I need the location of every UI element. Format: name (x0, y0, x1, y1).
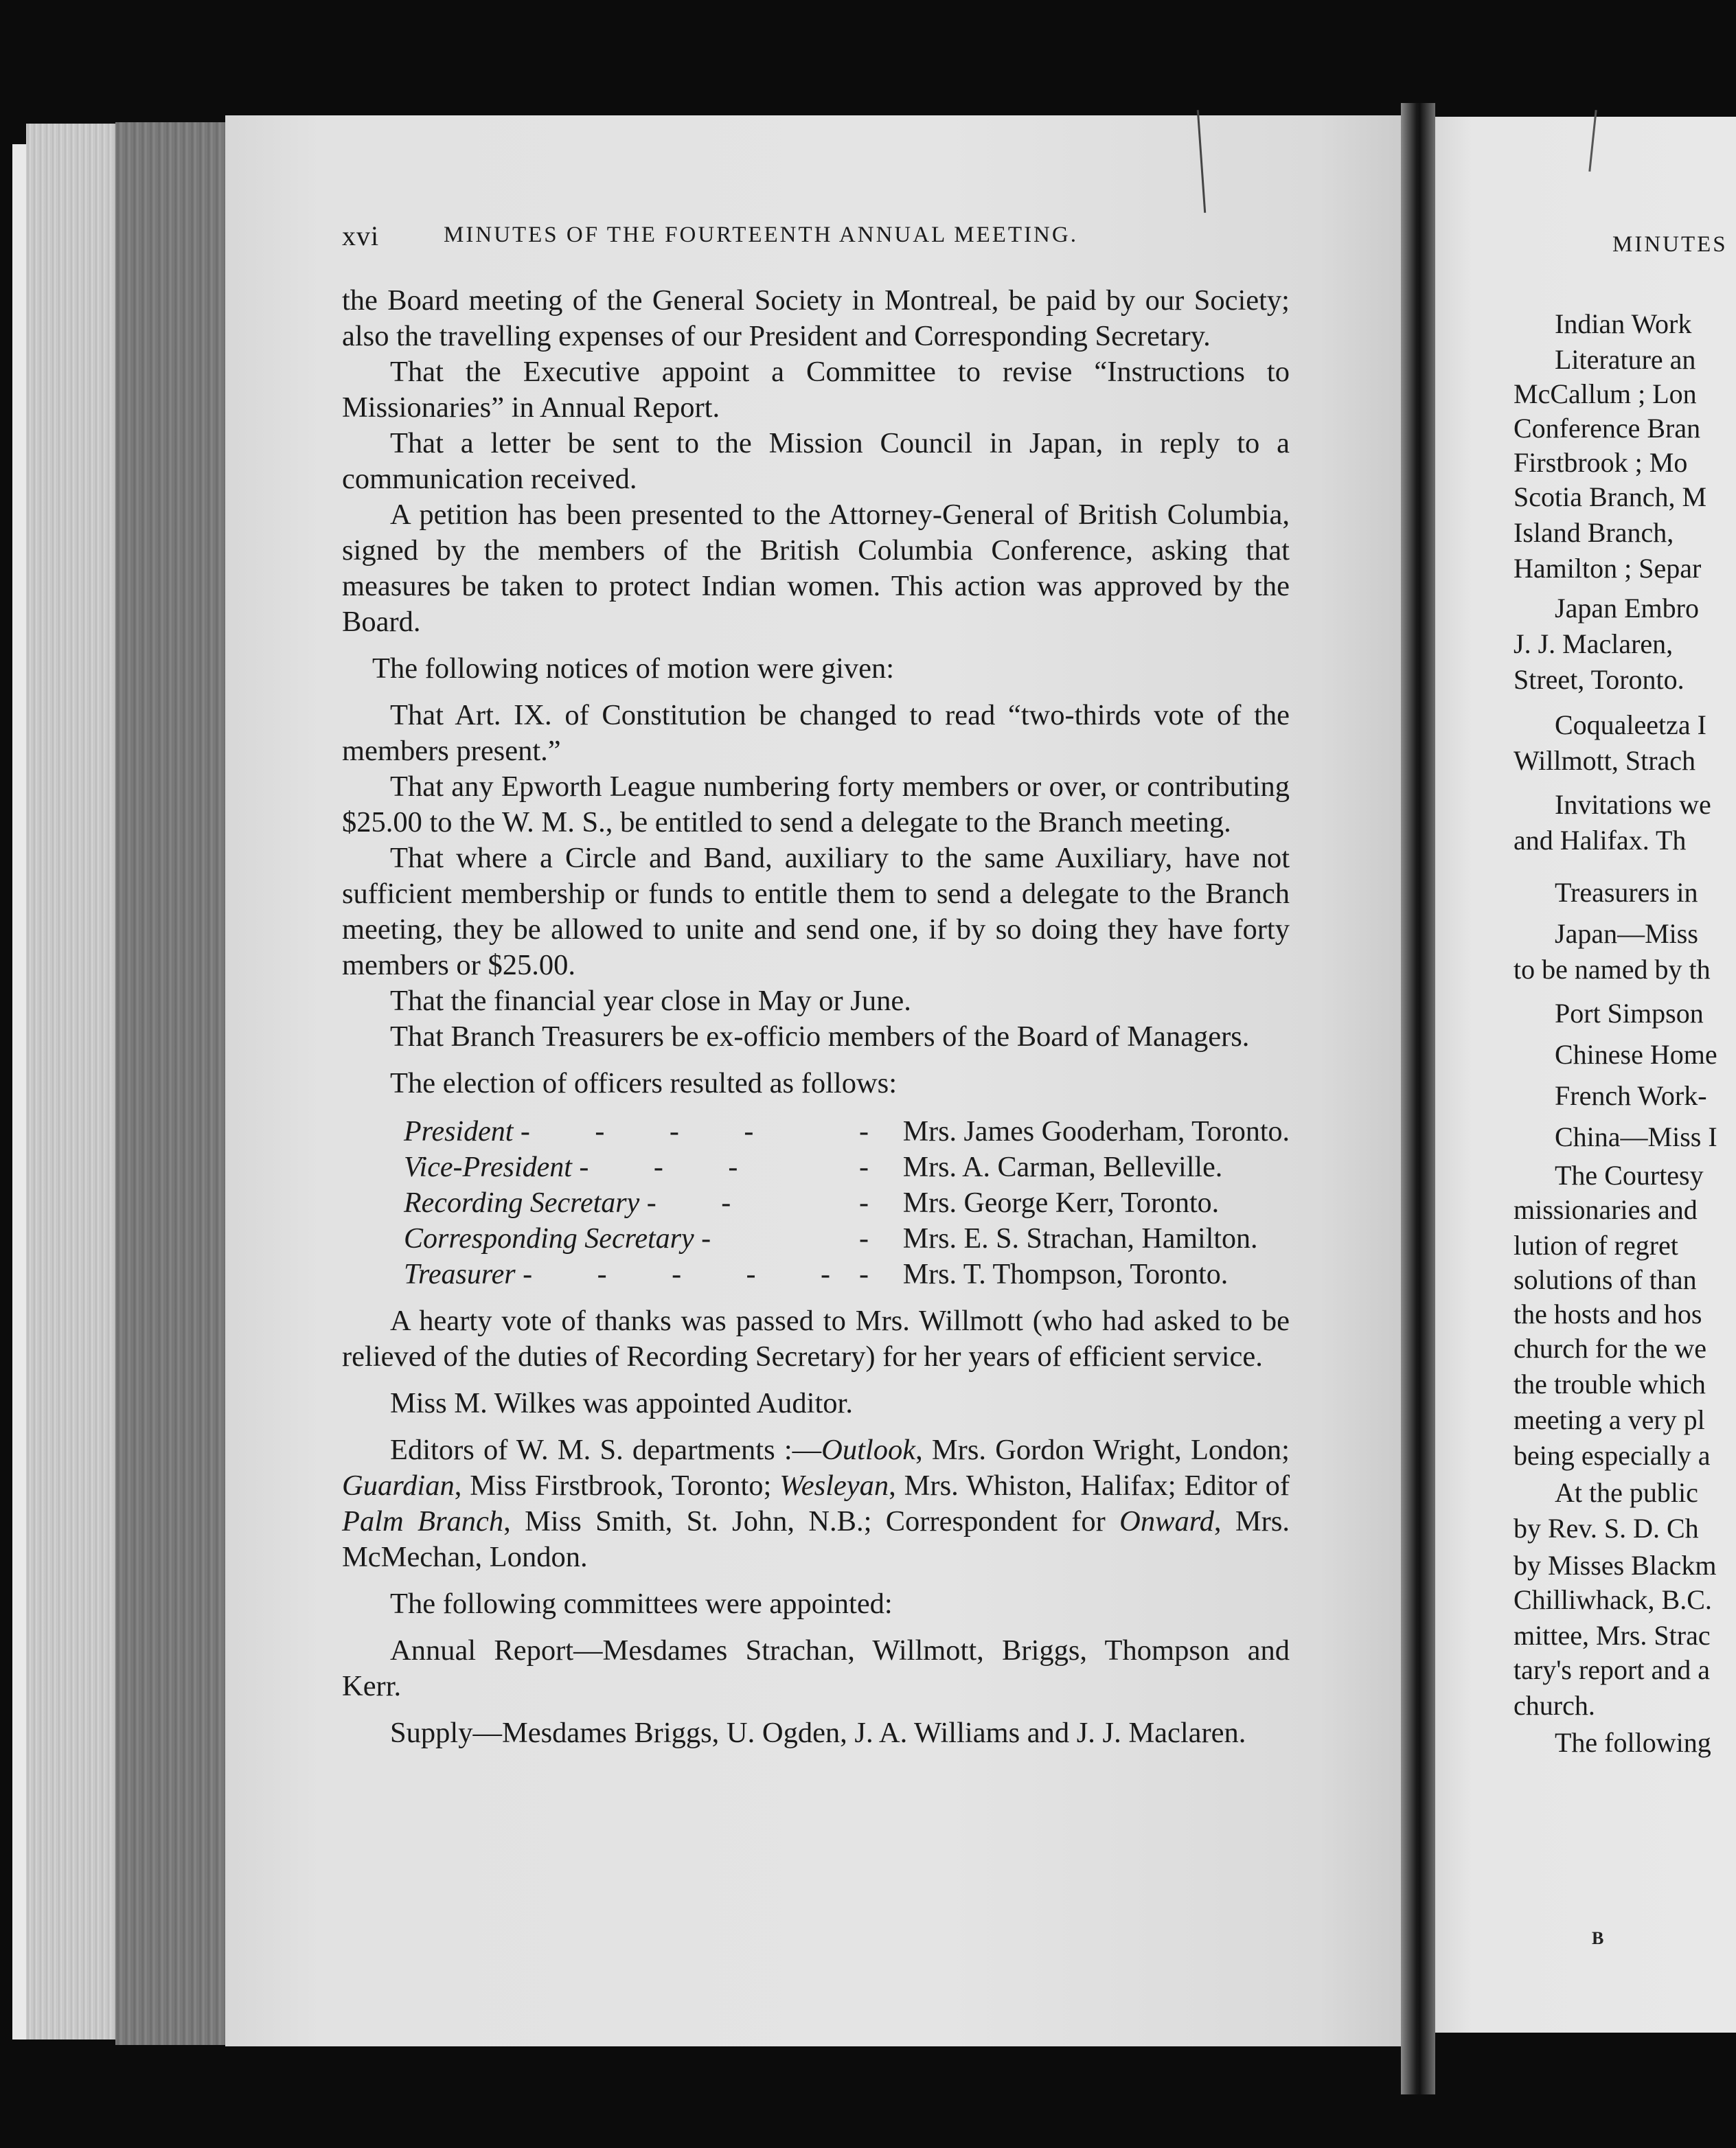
right-page-line: The following (1555, 1727, 1711, 1758)
page-number: xvi (342, 220, 380, 251)
right-page-line: Hamilton ; Separ (1514, 553, 1702, 584)
officer-row (404, 1257, 1290, 1292)
right-page-line: mittee, Mrs. Strac (1514, 1620, 1711, 1651)
office-title: Corresponding Secretary - (404, 1223, 740, 1255)
paragraph: That where a Circle and Band, auxiliary to the same Auxiliary, have not sufficient membership or funds to entitle them to send a delegate to the Branch meeting, they be allowed to unite and send one, if by so doing they have forty members or $25.00. (342, 842, 1290, 981)
book-gutter (1401, 103, 1435, 2094)
officer-row (404, 1150, 1290, 1185)
officer-name: Mrs. George Kerr, Toronto. (902, 1187, 1220, 1219)
right-page-header: MINUTES (1612, 232, 1728, 257)
text-column (342, 283, 1290, 1751)
right-page-line: McCallum ; Lon (1514, 378, 1697, 409)
right-page-line: Japan Embro (1555, 593, 1699, 624)
right-page-line: Coqualeetza I (1555, 709, 1706, 740)
palm-branch-editor: , Miss Smith, St. John, N.B.; Correspondent for (503, 1505, 1120, 1538)
right-page-line: At the public (1555, 1477, 1698, 1508)
onward-editor: , Mrs. McMechan, London. (342, 1505, 1290, 1573)
right-page-line: The Courtesy (1555, 1160, 1704, 1191)
wesleyan-editor: , Mrs. Whiston, Halifax; Editor of (889, 1470, 1290, 1502)
guardian-editor: , Miss Firstbrook, Toronto; (454, 1470, 780, 1502)
right-page-line: by Rev. S. D. Ch (1514, 1513, 1699, 1544)
office-title: President - - - - (404, 1116, 783, 1147)
paragraph: Miss M. Wilkes was appointed Auditor. (390, 1387, 853, 1419)
running-head (342, 220, 1303, 254)
paragraph: A hearty vote of thanks was passed to Mrs. Willmott (who had asked to be relieved of the duties of Recording Secretary) for her years of efficient service. (342, 1305, 1290, 1373)
officer-row (404, 1114, 1290, 1150)
paragraph: the Board meeting of the General Society in Montreal, be paid by our Society; also the travelling expenses of our President and Corresponding Secretary. (342, 284, 1290, 352)
dash-leader: - (701, 1223, 740, 1255)
office-title: Vice-President - - - (404, 1152, 767, 1183)
right-page-line: J. J. Maclaren, (1514, 628, 1674, 659)
right-page-line: Indian Work (1555, 308, 1692, 339)
right-page-line: Island Branch, (1514, 517, 1674, 548)
book-spine-edge (115, 122, 225, 2045)
officer-name: Mrs. E. S. Strachan, Hamilton. (902, 1223, 1258, 1255)
right-page-line: the trouble which (1514, 1369, 1706, 1399)
right-page-line: meeting a very pl (1514, 1404, 1705, 1435)
committee-item: Annual Report—Mesdames Strachan, Willmott, Briggs, Thompson and Kerr. (342, 1634, 1290, 1702)
right-page-line: China—Miss I (1555, 1121, 1717, 1152)
right-page-line: tary's report and a (1514, 1654, 1710, 1685)
paragraph: That any Epworth League numbering forty members or over, or contributing $25.00 to the W. M. S., be entitled to send a delegate to the Branch meeting. (342, 770, 1290, 838)
officers-table (404, 1114, 1290, 1292)
officer-name: Mrs. A. Carman, Belleville. (902, 1152, 1223, 1183)
officer-name: Mrs. James Gooderham, Toronto. (902, 1116, 1290, 1147)
right-page-line: the hosts and hos (1514, 1299, 1702, 1329)
separator-dash: - (859, 1152, 869, 1183)
separator-dash: - (859, 1259, 869, 1290)
separator-dash: - (859, 1187, 869, 1219)
page-edges-stack (26, 124, 115, 2040)
right-page-line: Chinese Home (1555, 1039, 1717, 1070)
right-page-line: Chilliwhack, B.C. (1514, 1584, 1712, 1615)
dash-leader: - - (646, 1187, 760, 1219)
right-page-line: solutions of than (1514, 1264, 1697, 1295)
right-page-line: Street, Toronto. (1514, 664, 1684, 695)
right-page-line: Literature an (1555, 344, 1696, 375)
officer-row (404, 1221, 1290, 1257)
right-page-line: missionaries and (1514, 1194, 1698, 1225)
committees-intro: The following committees were appointed: (390, 1588, 893, 1620)
officer-name: Mrs. T. Thompson, Toronto. (902, 1259, 1229, 1290)
editors-lead: Editors of W. M. S. departments :— (390, 1434, 822, 1466)
onward-title: Onward (1119, 1505, 1214, 1538)
right-page-line: Invitations we (1555, 789, 1711, 820)
wesleyan-title: Wesleyan (779, 1470, 889, 1502)
paragraph: A petition has been presented to the Attorney-General of British Columbia, signed by the members of the British Columbia Conference, asking that measures be taken to protect Indian women. This action was approved by the Board. (342, 499, 1290, 638)
committee-item: Supply—Mesdames Briggs, U. Ogden, J. A. Williams and J. J. Maclaren. (390, 1717, 1246, 1749)
right-page-text (1501, 0, 1736, 2148)
right-page-line: French Work- (1555, 1080, 1707, 1111)
palm-branch-title: Palm Branch (342, 1505, 504, 1538)
paragraph: That Art. IX. of Constitution be changed to read “two-thirds vote of the members present.” (342, 699, 1290, 767)
separator-dash: - (859, 1116, 869, 1147)
paragraph: That the financial year close in May or June. (390, 985, 911, 1017)
dash-leader: - - - (579, 1152, 767, 1183)
right-page-line: lution of regret (1514, 1230, 1678, 1261)
paragraph: That Branch Treasurers be ex-officio members of the Board of Managers. (390, 1020, 1250, 1053)
right-page-line: and Halifax. Th (1514, 825, 1687, 856)
guardian-title: Guardian (342, 1470, 455, 1502)
officer-row (404, 1185, 1290, 1221)
page-edge-white (12, 144, 26, 2040)
right-page-line: Conference Bran (1514, 413, 1701, 444)
dash-leader: - - - - - (523, 1259, 860, 1290)
right-page-line: Japan—Miss (1555, 918, 1698, 949)
right-page-line: church. (1514, 1690, 1595, 1721)
right-page-line: Treasurers in (1555, 877, 1698, 908)
office-title: Recording Secretary - - (404, 1187, 760, 1219)
editors-paragraph (342, 1432, 1290, 1575)
right-page-line: being especially a (1514, 1440, 1711, 1471)
right-page-line: church for the we (1514, 1333, 1706, 1364)
header-title: MINUTES OF THE FOURTEENTH ANNUAL MEETING. (444, 222, 1078, 247)
right-page-line: Scotia Branch, M (1514, 481, 1707, 512)
outlook-editor: , Mrs. Gordon Wright, London; (915, 1434, 1290, 1466)
paragraph: The following notices of motion were given: (372, 652, 895, 685)
dash-leader: - - - - (520, 1116, 783, 1147)
right-page-line: by Misses Blackm (1514, 1550, 1717, 1581)
right-page-line: to be named by th (1514, 954, 1711, 985)
office-title: Treasurer - - - - - (404, 1259, 860, 1290)
outlook-title: Outlook (821, 1434, 916, 1466)
separator-dash: - (859, 1223, 869, 1255)
signature-mark: B (1592, 1928, 1604, 1948)
right-page-line: Firstbrook ; Mo (1514, 447, 1688, 478)
election-intro: The election of officers resulted as follows: (390, 1067, 898, 1099)
right-page-line: Port Simpson (1555, 998, 1704, 1029)
paragraph: That a letter be sent to the Mission Council in Japan, in reply to a communication received. (342, 427, 1290, 495)
right-page-line: Willmott, Strach (1514, 745, 1696, 776)
paragraph: That the Executive appoint a Committee to revise “Instructions to Missionaries” in Annual Report. (342, 356, 1290, 424)
